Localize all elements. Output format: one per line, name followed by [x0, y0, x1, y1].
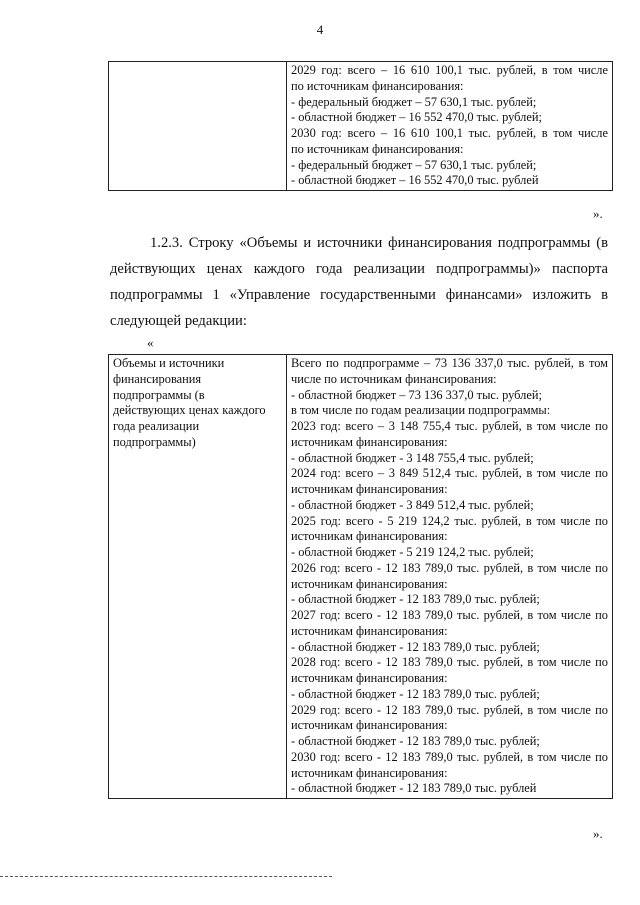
table2-left-line: действующих ценах каждого [113, 403, 266, 418]
funding-table-new [108, 354, 613, 799]
table2-line: источникам финансирования: [291, 623, 448, 638]
table2-line: Всего по подпрограмме – 73 136 337,0 тыс. рублей, в том [291, 356, 608, 370]
table2-left-line: подпрограммы) [113, 434, 196, 449]
table2-line: - областной бюджет - 3 849 512,4 тыс. рублей; [291, 497, 534, 512]
table2-line: 2028 год: всего - 12 183 789,0 тыс. рублей, в том числе по [291, 655, 608, 670]
table2-line: - областной бюджет - 12 183 789,0 тыс. рублей; [291, 639, 540, 654]
table2-closing-quote: ». [593, 826, 603, 841]
table2-line: в том числе по годам реализации подпрограммы: [291, 403, 551, 418]
table2-line: источникам финансирования: [291, 718, 448, 733]
table2-line: - областной бюджет - 5 219 124,2 тыс. рублей; [291, 545, 534, 559]
table2-line: 2026 год: всего - 12 183 789,0 тыс. рублей, в том числе по [291, 560, 608, 575]
table1-line: - областной бюджет – 16 552 470,0 тыс. рублей [291, 173, 539, 188]
table2-line: - областной бюджет - 12 183 789,0 тыс. рублей; [291, 686, 540, 701]
table2-line: 2023 год: всего – 3 148 755,4 тыс. рублей, в том числе по [291, 419, 608, 433]
table2-left-line: Объемы и источники [113, 356, 225, 370]
table1-line: - областной бюджет – 16 552 470,0 тыс. рублей; [291, 110, 542, 125]
table2-line: источникам финансирования: [291, 576, 448, 591]
table2-line: - областной бюджет - 12 183 789,0 тыс. рублей; [291, 592, 540, 607]
paragraph-line: действующих ценах каждого года реализации подпрограммы)» паспорта [110, 261, 608, 277]
table2-line: числе по источникам финансирования: [291, 371, 497, 386]
table2-line: - областной бюджет - 12 183 789,0 тыс. рублей; [291, 734, 540, 748]
table2-left-line: года реализации [113, 419, 200, 433]
table2-line: - областной бюджет – 73 136 337,0 тыс. рублей; [291, 387, 542, 402]
table1-line: по источникам финансирования: [291, 78, 464, 93]
footer-divider [0, 876, 332, 877]
table2-line: - областной бюджет - 12 183 789,0 тыс. рублей [291, 781, 537, 796]
paragraph-line: следующей редакции: [110, 313, 247, 329]
page-number: 4 [316, 22, 324, 37]
table1-right-cell [287, 62, 613, 191]
table2-line: источникам финансирования: [291, 529, 448, 544]
table2-line: источникам финансирования: [291, 671, 448, 685]
paragraph-line: 1.2.3. Строку «Объемы и источники финансирования подпрограммы (в [150, 235, 608, 251]
table2-left-cell [109, 355, 287, 799]
table2-right-cell [287, 355, 613, 799]
table2-line: 2025 год: всего - 5 219 124,2 тыс. рублей, в том числе по [291, 513, 608, 528]
table1-left-cell [109, 62, 287, 191]
table1-line: по источникам финансирования: [291, 141, 464, 156]
table1-line: 2029 год: всего – 16 610 100,1 тыс. рублей, в том числе [291, 63, 608, 77]
table2-line: 2030 год: всего - 12 183 789,0 тыс. рублей, в том числе по [291, 749, 608, 764]
table2-line: источникам финансирования: [291, 434, 448, 449]
table1-line: - федеральный бюджет – 57 630,1 тыс. рублей; [291, 157, 537, 172]
table2-line: 2029 год: всего - 12 183 789,0 тыс. рублей, в том числе по [291, 702, 608, 717]
amendment-paragraph [110, 230, 608, 334]
table2-line: 2027 год: всего - 12 183 789,0 тыс. рублей, в том числе по [291, 608, 608, 622]
opening-quote: « [147, 335, 154, 350]
table2-line: источникам финансирования: [291, 765, 448, 780]
paragraph-line: подпрограммы 1 «Управление государственными финансами» изложить в [110, 287, 608, 303]
table1-line: - федеральный бюджет – 57 630,1 тыс. рублей; [291, 94, 537, 109]
funding-table-continued [108, 61, 613, 191]
table2-left-line: финансирования [113, 371, 202, 386]
table2-line: - областной бюджет - 3 148 755,4 тыс. рублей; [291, 450, 534, 465]
table2-left-line: подпрограммы (в [113, 387, 205, 402]
table2-line: 2024 год: всего – 3 849 512,4 тыс. рублей, в том числе по [291, 466, 608, 481]
table2-line: источникам финансирования: [291, 482, 448, 496]
table1-line: 2030 год: всего – 16 610 100,1 тыс. рублей, в том числе [291, 126, 608, 140]
table1-closing-quote: ». [593, 206, 603, 221]
